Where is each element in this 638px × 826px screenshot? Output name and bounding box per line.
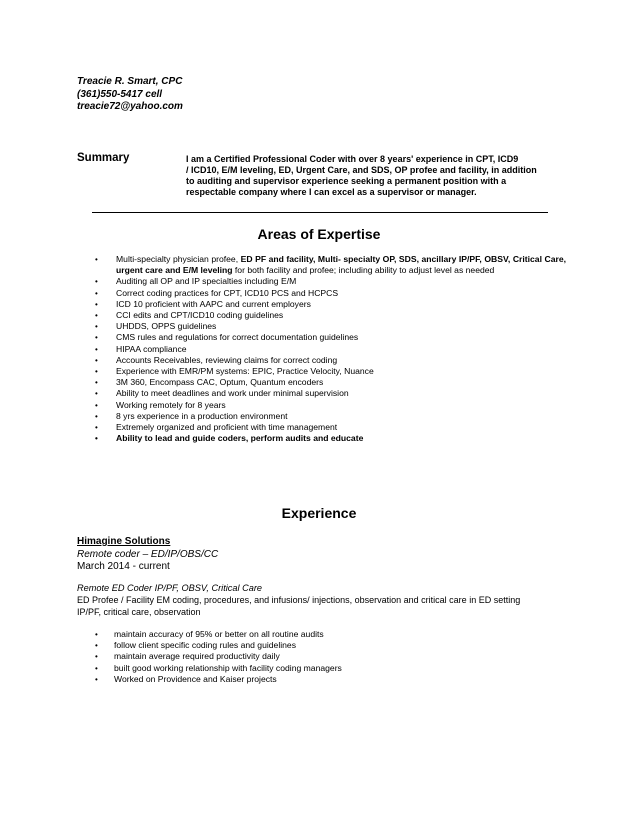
list-item — [0, 321, 566, 332]
list-item — [0, 355, 566, 366]
list-item — [0, 254, 566, 276]
contact-block — [77, 76, 183, 114]
bullet-icon: • — [95, 389, 98, 399]
bullet-icon: • — [95, 299, 98, 309]
job-title: Remote coder – ED/IP/OBS/CC — [77, 549, 219, 560]
list-item-text: maintain average required productivity daily — [114, 651, 280, 662]
list-item-text: Correct coding practices for CPT, ICD10 PCS and HCPCS — [116, 287, 339, 298]
bullet-icon: • — [95, 333, 98, 343]
list-item-text: Working remotely for 8 years — [116, 399, 226, 410]
list-item-text: Extremely organized and proficient with time management — [116, 422, 338, 433]
list-item — [0, 288, 566, 299]
bullet-icon: • — [95, 434, 98, 444]
job-description — [77, 595, 557, 618]
list-item-text: follow client specific coding rules and guidelines — [114, 640, 297, 651]
bullet-icon: • — [95, 255, 98, 264]
bullet-icon: • — [95, 355, 98, 365]
job-dates: March 2014 - current — [77, 561, 170, 572]
list-item — [0, 299, 566, 310]
bullet-icon: • — [95, 288, 98, 298]
list-item — [0, 674, 564, 685]
summary-heading: Summary — [77, 152, 130, 164]
experience-list — [0, 629, 564, 685]
bullet-icon: • — [95, 411, 98, 421]
bullet-icon: • — [95, 674, 98, 684]
job-description-line: IP/PF, critical care, observation — [77, 606, 201, 617]
list-item — [0, 332, 566, 343]
list-item-text: 3M 360, Encompass CAC, Optum, Quantum encoders — [116, 377, 324, 388]
expertise-item-bold-text: ED PF and facility, Multi- specialty OP, SDS, ancillary IP/PF, OBSV, Critical Care, urgent care and E/M leveling — [116, 254, 566, 276]
list-item-text: 8 yrs experience in a production environment — [116, 410, 288, 421]
list-item — [0, 344, 566, 355]
bullet-icon: • — [95, 277, 98, 287]
summary-line: respectable company where I can excel as a supervisor or manager. — [186, 187, 477, 197]
list-item — [0, 388, 566, 399]
list-item — [0, 433, 566, 444]
list-item — [0, 651, 564, 662]
list-item — [0, 629, 564, 640]
job-description-line: ED Profee / Facility EM coding, procedures, and infusions/ injections, observation and critical care in ED setting — [77, 595, 521, 605]
expertise-item-text: Multi-specialty physician profee, — [116, 254, 241, 264]
list-item-text: CMS rules and regulations for correct documentation guidelines — [116, 332, 359, 343]
expertise-item-text: for both facility and profee; including ability to adjust level as needed — [232, 265, 495, 276]
list-item — [0, 663, 564, 674]
bullet-icon: • — [95, 652, 98, 662]
summary-line: I am a Certified Professional Coder with over 8 years' experience in CPT, ICD9 — [186, 154, 519, 164]
list-item-text: ICD 10 proficient with AAPC and current employers — [116, 298, 311, 309]
list-item-text: Ability to meet deadlines and work under minimal supervision — [116, 388, 349, 399]
bullet-icon: • — [95, 322, 98, 332]
contact-phone: (361)550-5417 cell — [77, 88, 163, 100]
expertise-list — [0, 254, 566, 444]
contact-name: Treacie R. Smart, CPC — [77, 76, 183, 87]
list-item — [0, 310, 566, 321]
bullet-icon: • — [95, 400, 98, 410]
bullet-icon: • — [95, 367, 98, 377]
list-item-text: maintain accuracy of 95% or better on all routine audits — [114, 629, 324, 639]
contact-email: treacie72@yahoo.com — [77, 101, 183, 112]
list-item-text: UHDDS, OPPS guidelines — [116, 321, 217, 332]
expertise-heading: Areas of Expertise — [257, 226, 381, 242]
list-item-text: Accounts Receivables, reviewing claims for correct coding — [116, 354, 338, 365]
section-divider — [92, 212, 548, 213]
summary-line: to auditing and supervisor experience seeking a permanent position with a — [186, 176, 507, 186]
list-item — [0, 276, 566, 287]
list-item-text: HIPAA compliance — [116, 343, 187, 354]
list-item-text: built good working relationship with facility coding managers — [114, 662, 342, 673]
list-item — [0, 640, 564, 651]
bullet-icon: • — [95, 663, 98, 673]
bullet-icon: • — [95, 311, 98, 321]
list-item — [0, 366, 566, 377]
list-item-text: Experience with EMR/PM systems: EPIC, Practice Velocity, Nuance — [116, 366, 374, 377]
job-subtitle: Remote ED Coder IP/PF, OBSV, Critical Care — [77, 583, 262, 593]
bullet-icon: • — [95, 423, 98, 433]
list-item — [0, 422, 566, 433]
list-item — [0, 411, 566, 422]
experience-heading: Experience — [281, 505, 357, 521]
summary-text — [186, 154, 556, 198]
summary-line: / ICD10, E/M leveling, ED, Urgent Care, and SDS, OP profee and facility, in addition — [186, 165, 537, 175]
bullet-icon: • — [95, 630, 98, 639]
list-item — [0, 377, 566, 388]
list-item-text: Auditing all OP and IP specialties including E/M — [116, 276, 297, 287]
list-item-text: Worked on Providence and Kaiser projects — [114, 673, 277, 684]
list-item-text: Ability to lead and guide coders, perform audits and educate — [116, 433, 364, 444]
bullet-icon: • — [95, 641, 98, 651]
list-item-text: CCI edits and CPT/ICD10 coding guidelines — [116, 310, 284, 321]
list-item — [0, 400, 566, 411]
bullet-icon: • — [95, 344, 98, 354]
bullet-icon: • — [95, 378, 98, 388]
company-name: Himagine Solutions — [77, 536, 171, 547]
